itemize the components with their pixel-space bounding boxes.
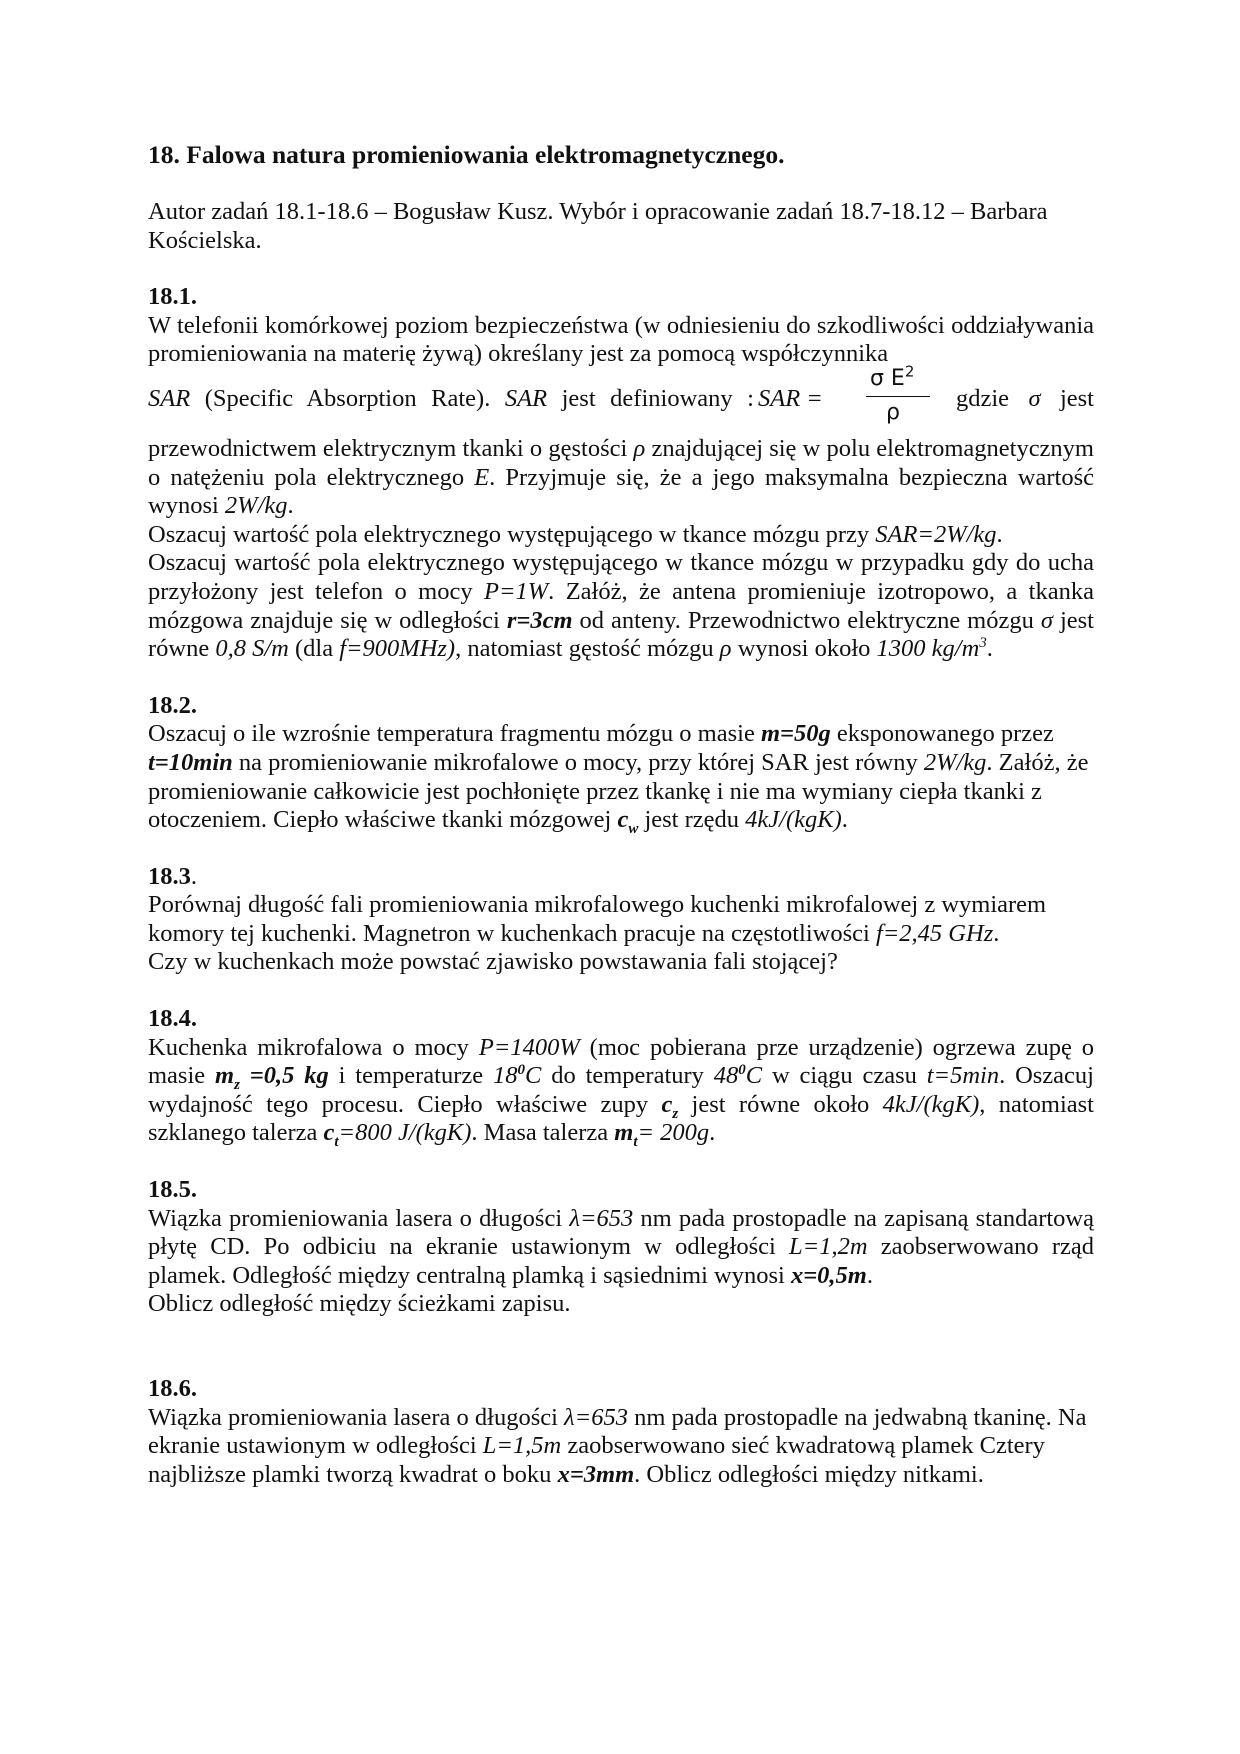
fraction-bar [866,396,930,397]
problem-18-3 [148,863,1094,977]
subscript: z [672,1105,679,1122]
document-page [148,140,1094,1517]
text-span: . Oszacuj wydajność tego procesu. Ciepło właściwe zupy [148,1062,1094,1118]
problem-18-2 [148,692,1094,835]
value: λ=653 [569,1204,634,1232]
text-span: na promieniowanie mikrofalowe o mocy, przy której SAR jest równy [232,748,924,776]
text-span: jest [1059,384,1094,412]
problem-text [148,1404,1094,1490]
text-span: . Załóż, że promieniowanie całkowicie jest pochłonięte przez tkankę i nie ma wymiany ciepła tkanki z otoczeniem. Ciepło właściwe tkanki mózgowej [148,748,1089,834]
text-span: . [190,862,197,890]
problem-number: 18.6. [148,1375,197,1402]
value: =0,5 kg [239,1062,329,1090]
text-span: , natomiast gęstość mózgu [455,635,720,663]
formula-numerator-text: σ E [870,365,905,391]
sar-tail-text [956,385,1094,414]
subscript: t [334,1134,339,1151]
problem-text [148,435,1094,521]
value: 0,8 S/m [215,635,289,663]
value: x=0,5m [790,1261,867,1289]
value: m=50g [760,720,831,748]
subscript: w [628,820,639,837]
text-span: (moc pobierana prze urządzenie) ogrzewa zupę o masie [148,1033,1094,1090]
text-span: jest rzędu [638,806,746,834]
text-span: zaobserwowano rząd plamek. Odległość między centralną plamką i sąsiednimi wynosi [148,1233,1094,1289]
value: 48 [713,1062,739,1090]
value: t=10min [148,748,233,776]
problem-number: 18.5. [148,1176,197,1204]
text-span: od anteny. Przewodnictwo elektryczne mózgu [572,606,1041,634]
text-span: jest definiowany : [547,384,754,412]
value: 4kJ/(kgK) [882,1090,980,1118]
problem-18-6 [148,1375,1094,1489]
text-span: . Załóż, że antena promieniuje izotropowo, a tkanka mózgowa znajduje się w odległości [148,577,1094,634]
chapter-title: 18. Falowa natura promieniowania elektromagnetycznego. [148,140,785,169]
text-span: . [993,919,1000,947]
author-note: Autor zadań 18.1-18.6 – Bogusław Kusz. Wybór i opracowanie zadań 18.7-18.12 – Barbara Kościelska. [148,198,1048,254]
value: c [661,1090,673,1118]
text-span: do temperatury [541,1062,714,1090]
text-span: eksponowanego przez [830,720,1054,748]
text-span: . [986,635,993,663]
problem-number-line [148,863,1094,892]
problem-number: 18.3 [148,862,191,890]
value: f=2,45 GHz [875,919,994,947]
text-span: w ciągu czasu [762,1062,927,1090]
text-span: wynosi około [731,635,877,663]
problem-text [148,1033,1094,1151]
value: f=900MHz) [339,635,456,663]
problem-question [148,521,1094,550]
text-span: Oszacuj wartość pola elektrycznego występującego w tkance mózgu w przypadku gdy do ucha przyłożony jest telefon o mocy [148,549,1094,605]
text-span: nm pada prostopadle na zapisaną standartową płytę CD. Po odbiciu na ekranie ustawionym w odległości [148,1204,1095,1261]
value: λ=653 [564,1403,628,1431]
problem-text [148,1205,1094,1291]
exponent: 3 [979,634,987,651]
formula-denominator: ρ [886,399,900,425]
text-span: i temperaturze [328,1062,493,1090]
value: SAR=2W/kg [875,520,997,548]
text-span: nm pada prostopadle na jedwabną tkaninę. Na ekranie ustawionym w odległości [148,1403,1087,1460]
text-span: zaobserwowano sieć kwadratową plamek Cztery najbliższe plamki tworzą kwadrat o boku [148,1432,1045,1488]
value: c [617,806,629,834]
value: 1300 kg/m [876,635,980,663]
sar-definition-text [148,385,754,414]
value: = 200g [637,1119,710,1147]
problem-number: 18.1. [148,283,197,311]
rho-symbol: ρ [719,635,732,663]
text-span: . [996,520,1003,548]
value: C [745,1062,763,1090]
rho-symbol: ρ [633,434,646,462]
subscript: t [633,1134,638,1151]
text-span: Wiązka promieniowania lasera o długości [148,1403,565,1431]
text-span: (dla [288,635,340,663]
value: m [215,1062,235,1090]
value: c [323,1119,335,1147]
problem-18-1 [148,283,1094,664]
sar-formula [758,362,984,435]
formula-exponent: 2 [904,362,915,381]
text-span: (Specific Absorption Rate). [190,384,505,412]
text-span: . [866,1261,873,1289]
sar-symbol: SAR [148,384,191,412]
sar-definition-line [148,362,1094,435]
value: r=3cm [506,606,573,634]
text-span: Wiązka promieniowania lasera o długości [148,1204,570,1232]
text-span: Oszacuj wartość pola elektrycznego występującego w tkance mózgu przy [148,520,876,548]
sar-symbol: SAR [504,384,548,412]
superscript: 0 [738,1062,746,1079]
value: m [614,1119,634,1147]
value: 4kJ/(kgK) [745,806,842,834]
problem-question: Czy w kuchenkach może powstać zjawisko powstawania fali stojącej? [148,948,838,976]
problem-question [148,549,1094,663]
value: C [525,1062,542,1090]
value: 18 [493,1062,518,1090]
text-span: Porównaj długość fali promieniowania mikrofalowego kuchenki mikrofalowej z wymiarem komory tej kuchenki. Magnetron w kuchenkach pracuje na częstotliwości [148,891,1047,947]
e-symbol: E [474,463,490,491]
value: t=5min [926,1062,1000,1090]
problem-question: Oblicz odległość między ścieżkami zapisu. [148,1290,571,1318]
text-span: . [841,806,848,834]
text-span: Oszacuj o ile wzrośnie temperatura fragmentu mózgu o masie [148,720,761,748]
formula-numerator [870,362,915,394]
text-span: jest równe [148,606,1094,663]
text-span: . [287,492,294,520]
text-span: przewodnictwem elektrycznym tkanki o gęstości [148,434,634,462]
formula-lhs: SAR = [758,384,823,412]
problem-number: 18.4. [148,1005,197,1033]
sigma-symbol: σ [1028,384,1041,412]
text-span: . Masa talerza [471,1119,615,1147]
superscript: 0 [517,1062,525,1079]
text-span: . Przyjmuje się, że a jego maksymalna bezpieczna wartość wynosi [148,463,1094,520]
value: L=1,5m [482,1432,562,1460]
text-span: gdzie [956,384,1010,412]
value: x=3mm [557,1460,635,1488]
sigma-symbol: σ [1040,606,1053,634]
problem-18-5 [148,1176,1094,1319]
text-span: , natomiast szklanego talerza [148,1090,1094,1147]
value: =800 J/(kgK) [338,1119,472,1147]
problem-number: 18.2. [148,691,197,719]
value: P=1400W [478,1033,580,1061]
problem-text: W telefonii komórkowej poziom bezpieczeństwa (w odniesieniu do szkodliwości oddziaływania promieniowania na materię żywą) określany jest za pomocą współczynnika [148,311,1094,368]
problem-18-4 [148,1005,1094,1151]
value: L=1,2m [789,1233,868,1261]
text-span: . Oblicz odległości między nitkami. [634,1460,984,1488]
text-span: . [709,1119,716,1147]
value: 2W/kg [923,748,987,776]
subscript: z [234,1077,240,1094]
value: 2W/kg [224,492,288,520]
text-span: znajdującej się w polu elektromagnetycznym o natężeniu pola elektrycznego [148,434,1094,491]
value: P=1W [483,577,549,605]
problem-text [148,891,1094,948]
text-span: Kuchenka mikrofalowa o mocy [148,1033,479,1061]
text-span: jest równe około [678,1090,883,1118]
problem-text [148,720,1094,837]
